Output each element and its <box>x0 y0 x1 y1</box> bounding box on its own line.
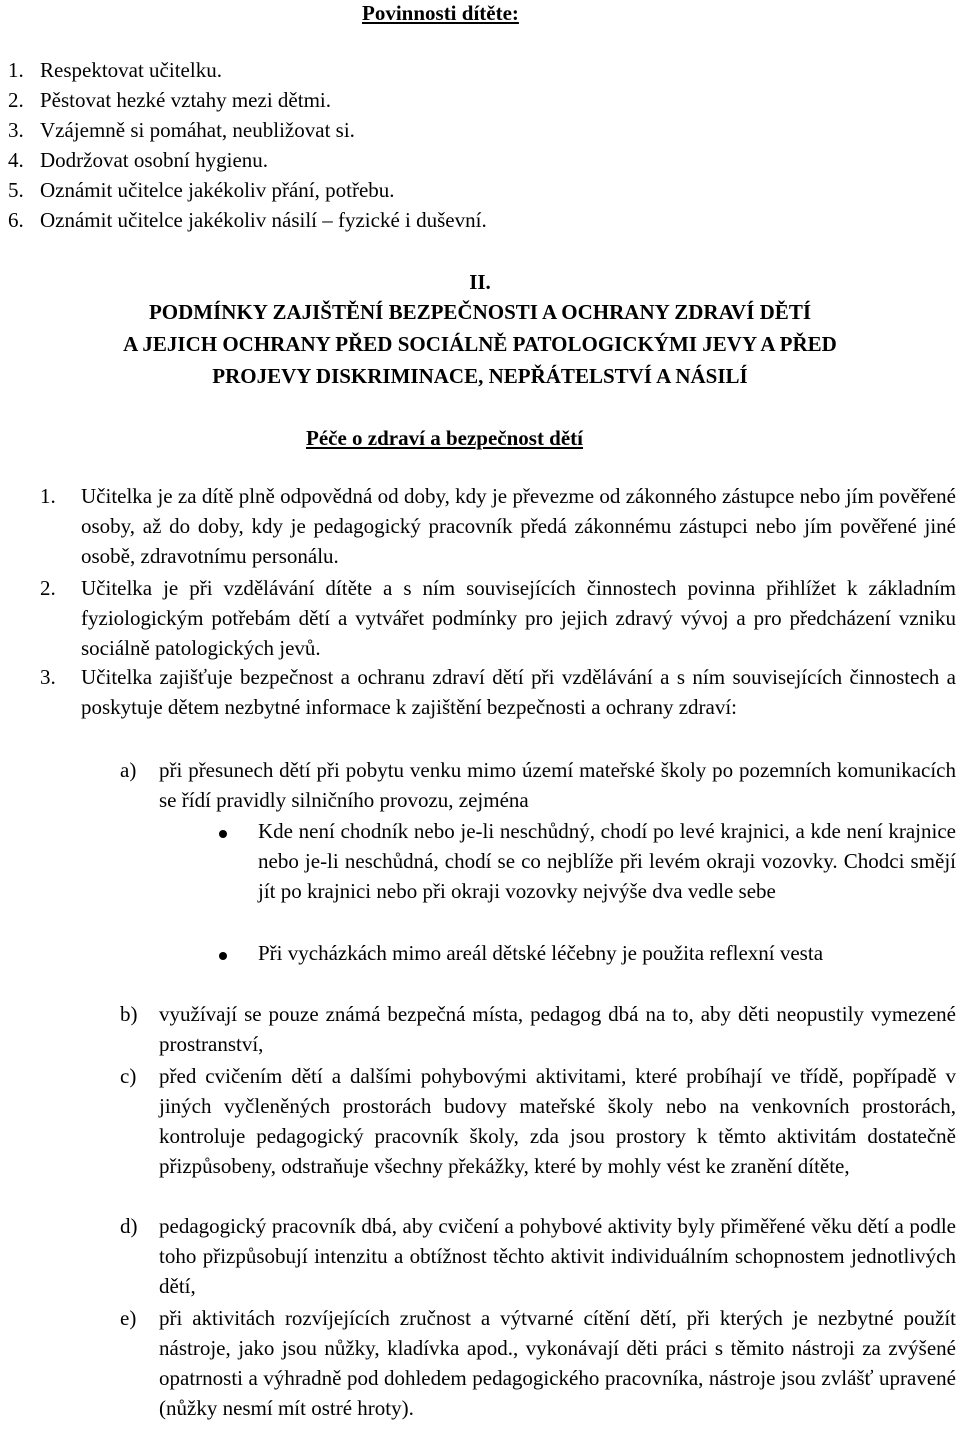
paragraph-number: 1. <box>40 484 56 508</box>
list-item: 5. Oznámit učitelce jakékoliv přání, potřebu. <box>8 178 395 202</box>
bullet-icon <box>219 830 227 838</box>
section-title-line: A JEJICH OCHRANY PŘED SOCIÁLNĚ PATOLOGICKÝMI JEVY A PŘED <box>123 332 837 356</box>
list-item: 6. Oznámit učitelce jakékoliv násilí – fyzické i duševní. <box>8 208 487 232</box>
subitem-letter: e) <box>120 1306 137 1330</box>
subitem-letter: d) <box>120 1214 138 1238</box>
list-item: 3. Vzájemně si pomáhat, neubližovat si. <box>8 118 355 142</box>
section-numeral: II. <box>469 270 491 294</box>
subitem-letter: c) <box>120 1064 137 1088</box>
paragraph-1: Učitelka je za dítě plně odpovědná od doby, kdy je převezme od zákonného zástupce nebo jím pověřené osoby, až do doby, kdy je pedagogický pracovník předá zákonnému zástupci nebo jím pověřené jiné osobě, zdravotnímu personálu. <box>81 484 956 568</box>
subitem-letter: b) <box>120 1002 138 1026</box>
list-item: 4. Dodržovat osobní hygienu. <box>8 148 269 172</box>
duties-list <box>8 55 768 235</box>
paragraph-2: Učitelka je při vzdělávání dítěte a s ním souvisejících činnostech povinna přihlížet k základním fyziologickým potřebám dětí a vytvářet podmínky pro jejich zdravý vývoj a pro předcházení vzniku sociálně patologických jevů. <box>81 576 956 660</box>
section-title-line: PODMÍNKY ZAJIŠTĚNÍ BEZPEČNOSTI A OCHRANY ZDRAVÍ DĚTÍ <box>148 300 811 324</box>
subitem-e: při aktivitách rozvíjejících zručnost a výtvarné cítění dětí, při kterých je nezbytné použít nástroje, jako jsou nůžky, kladívka apod., vykonávají děti práci s těmito nástroji za zvýšené opatrnosti a výhradně pod dohledem pedagogického pracovníka, nástroje jsou zvlášť upravené (nůžky nesmí mít ostré hroty). <box>159 1306 956 1420</box>
section-title-line: PROJEVY DISKRIMINACE, NEPŘÁTELSTVÍ A NÁSILÍ <box>212 364 748 388</box>
bullet-icon <box>219 952 227 960</box>
subitem-b: využívají se pouze známá bezpečná místa, pedagog dbá na to, aby děti neopustily vymezené prostranství, <box>159 1002 956 1056</box>
list-item: 2. Pěstovat hezké vztahy mezi dětmi. <box>8 88 331 112</box>
subitem-c: před cvičením dětí a dalšími pohybovými aktivitami, které probíhají ve třídě, popřípadě v jiných vyčleněných prostorách budovy mateřské školy nebo na venkovních prostorách, kontroluje pedagogický pracovník školy, zda jsou prostory k těmto aktivitám dostatečně přizpůsobeny, odstraňuje všechny překážky, které by mohly vést ke zranění dítěte, <box>159 1064 956 1178</box>
paragraph-number: 2. <box>40 576 56 600</box>
paragraph-number: 3. <box>40 665 56 689</box>
subitem-letter: a) <box>120 758 137 782</box>
bullet-item-1: Kde není chodník nebo je-li neschůdný, chodí po levé krajnici, a kde není krajnice nebo je-li neschůdná, chodí se co nejblíže při levém okraji vozovky. Chodci smějí jít po krajnici nebo při okraji vozovky nejvýše dva vedle sebe <box>258 819 956 903</box>
care-subheading: Péče o zdraví a bezpečnost dětí <box>306 426 584 450</box>
bullet-item-2: Při vycházkách mimo areál dětské léčebny je použita reflexní vesta <box>258 941 824 965</box>
subitem-a: při přesunech dětí při pobytu venku mimo území mateřské školy po pozemních komunikacích se řídí pravidly silničního provozu, zejména <box>159 758 956 812</box>
list-item: 1. Respektovat učitelku. <box>8 58 222 82</box>
duties-title: Povinnosti dítěte: <box>362 1 519 25</box>
subitem-d: pedagogický pracovník dbá, aby cvičení a pohybové aktivity byly přiměřené věku dětí a podle toho přizpůsobují intenzitu a obtížnost těchto aktivit individuálním schopnostem jednotlivých dětí, <box>159 1214 956 1298</box>
paragraph-3: Učitelka zajišťuje bezpečnost a ochranu zdraví dětí při vzdělávání a s ním souvisejících činnostech a poskytuje dětem nezbytné informace k zajištění bezpečnosti a ochrany zdraví: <box>81 665 956 719</box>
